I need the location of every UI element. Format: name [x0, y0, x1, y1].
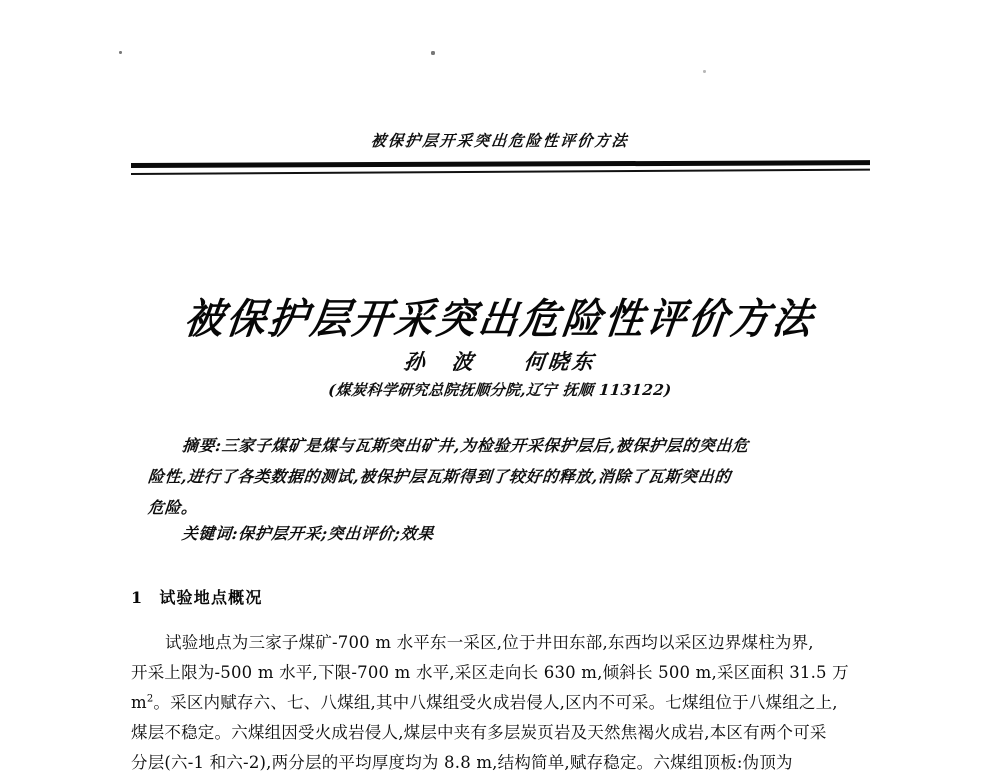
abstract-line: 摘要:三家子煤矿是煤与瓦斯突出矿井,为检验开采保护层后,被保护层的突出危	[181, 436, 750, 455]
scan-speck-icon	[119, 51, 122, 54]
body-line: 煤层不稳定。六煤组因受火成岩侵人,煤层中夹有多层炭页岩及天然焦褐火成岩,本区有两个可采	[131, 723, 827, 742]
running-header: 被保护层开采突出危险性评价方法	[369, 131, 630, 151]
body-line: 试验地点为三家子煤矿-700 m 水平东一采区,位于井田东部,东西均以采区边界煤柱为界,	[165, 633, 814, 652]
author-list: 孙 波 何晓东	[402, 349, 598, 374]
abstract-line: 危险。	[147, 498, 199, 517]
abstract	[148, 430, 864, 523]
section-body	[131, 628, 873, 778]
scan-speck-icon	[703, 70, 706, 73]
affiliation: (煤炭科学研究总院抚顺分院,辽宁 抚顺 113122)	[327, 381, 673, 399]
keywords: 关键词:保护层开采;突出评价;效果	[181, 524, 435, 543]
body-line	[131, 688, 873, 718]
header-rule-thick	[131, 160, 870, 168]
abstract-line: 险性,进行了各类数据的测试,被保护层瓦斯得到了较好的释放,消除了瓦斯突出的	[147, 467, 732, 486]
header-rule-thin	[131, 169, 870, 175]
body-line-text-superscript-host: $m^2$。采区内赋存六、七、八煤组,其中八煤组受火成岩侵人,区内不可采。七煤组位于八煤组之上,	[131, 693, 838, 712]
scan-speck-icon	[431, 51, 435, 55]
body-line: 开采上限为-500 m 水平,下限-700 m 水平,采区走向长 630 m,倾斜长 500 m,采区面积 31.5 万	[131, 663, 849, 682]
section-title: 试验地点概况	[159, 588, 263, 607]
body-line: 分层(六-1 和六-2),两分层的平均厚度均为 8.8 m,结构简单,赋存稳定。六煤组顶板:伪顶为	[131, 753, 793, 772]
header-rule-group	[131, 163, 870, 179]
section-number: 1	[131, 588, 144, 607]
section-heading	[131, 585, 263, 608]
page-title: 被保护层开采突出危险性评价方法	[181, 294, 818, 344]
